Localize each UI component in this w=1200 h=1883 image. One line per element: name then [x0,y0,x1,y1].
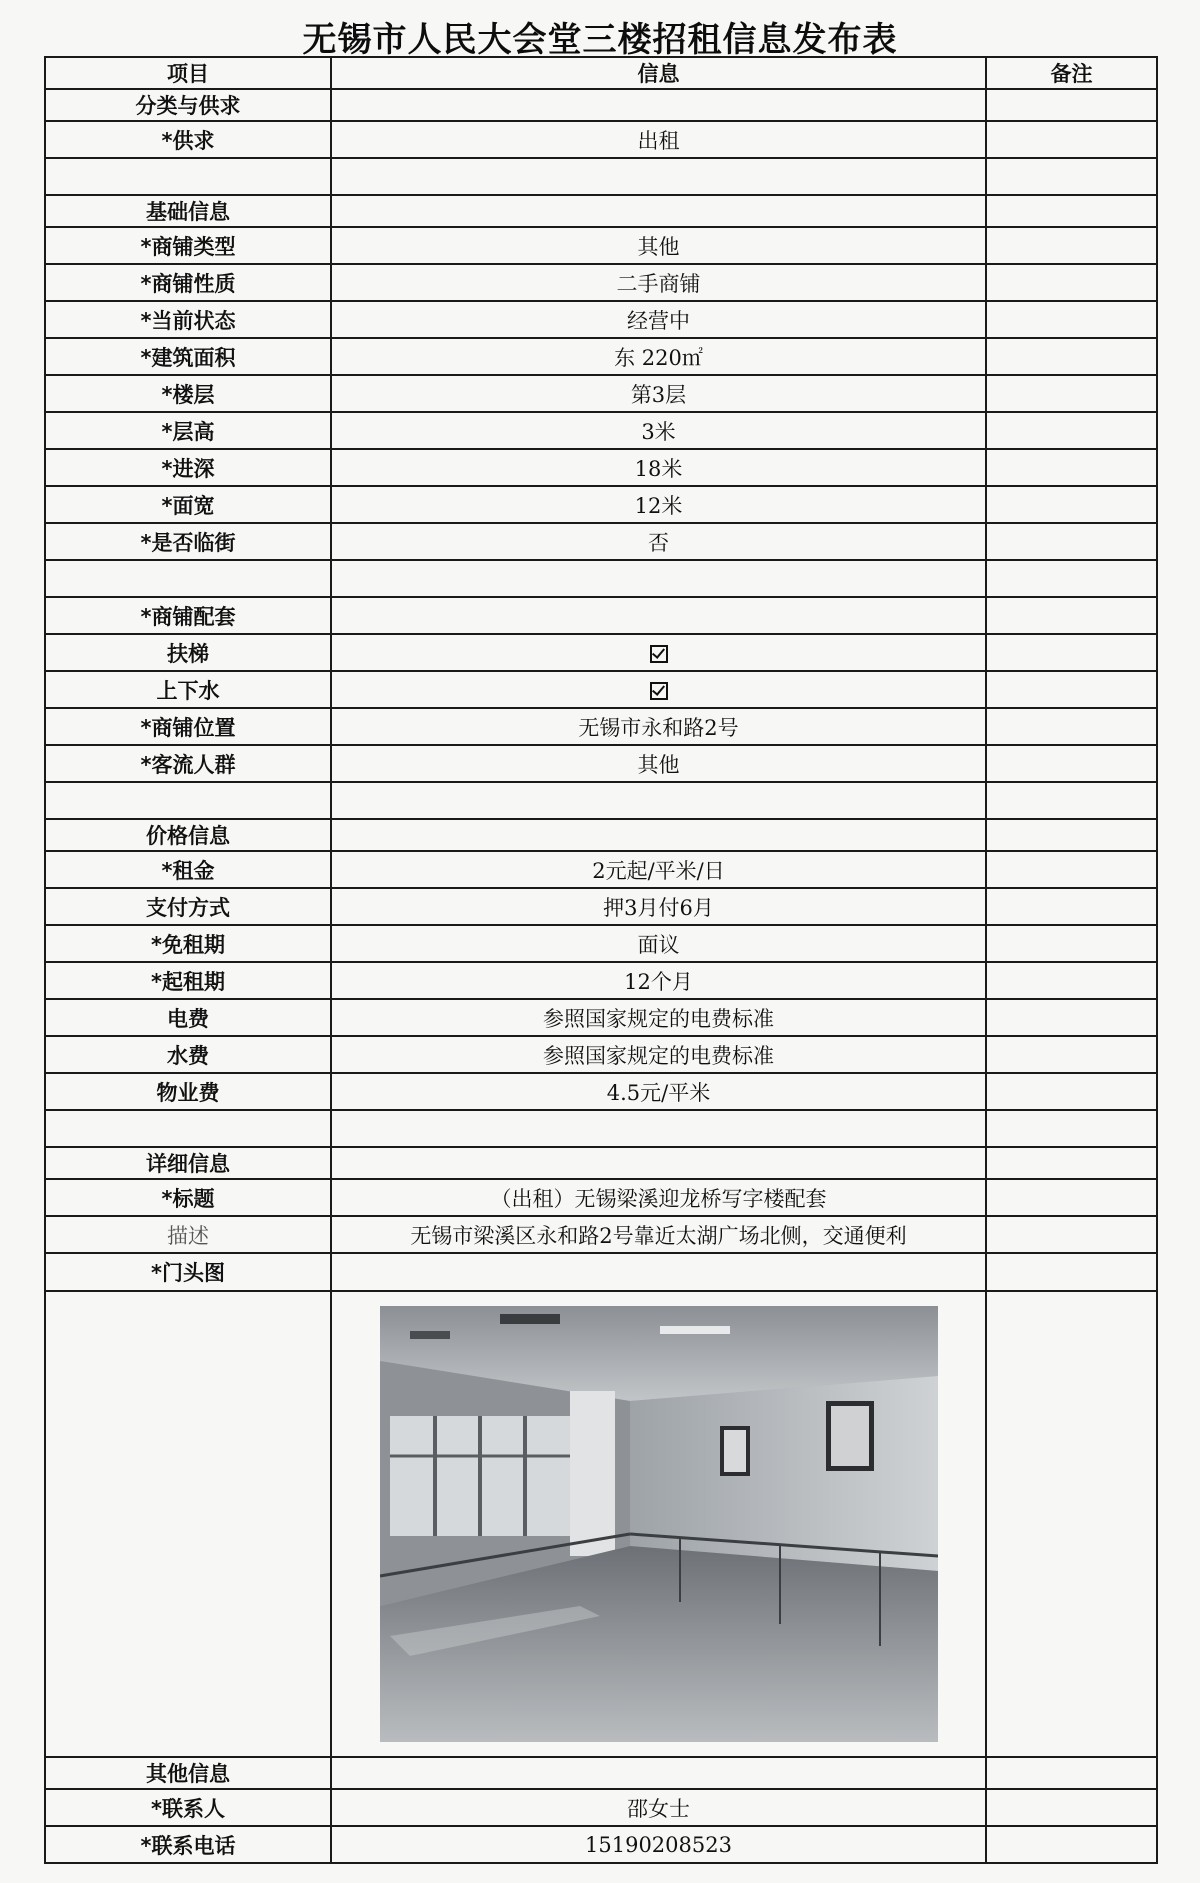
table-row [45,1036,1157,1073]
row-remark [986,1216,1157,1253]
row-value: 其他 [331,745,986,782]
row-label: *供求 [45,121,331,158]
row-value: 12米 [331,486,986,523]
row-value: 经营中 [331,301,986,338]
row-label: *商铺类型 [45,227,331,264]
row-label: *商铺性质 [45,264,331,301]
row-remark [986,412,1157,449]
row-remark [986,121,1157,158]
row-remark [986,195,1157,227]
info-table [44,56,1158,1864]
row-remark [986,634,1157,671]
table-row [45,301,1157,338]
row-value [331,819,986,851]
row-value: 12个月 [331,962,986,999]
row-value [331,597,986,634]
row-label: *商铺位置 [45,708,331,745]
row-remark [986,1789,1157,1826]
row-remark [986,375,1157,412]
row-label: 价格信息 [45,819,331,851]
row-remark [986,89,1157,121]
row-value: 二手商铺 [331,264,986,301]
table-row [45,745,1157,782]
row-label: *建筑面积 [45,338,331,375]
row-label: *面宽 [45,486,331,523]
row-remark [986,1179,1157,1216]
row-label: *联系电话 [45,1826,331,1863]
row-value: 东 220㎡ [331,338,986,375]
row-value: （出租）无锡梁溪迎龙桥写字楼配套 [331,1179,986,1216]
row-value: 4.5元/平米 [331,1073,986,1110]
row-remark [986,1073,1157,1110]
row-label: *免租期 [45,925,331,962]
table-row [45,375,1157,412]
row-value: 第3层 [331,375,986,412]
row-label: 上下水 [45,671,331,708]
row-remark [986,1110,1157,1147]
storefront-photo-cell [331,1291,986,1757]
row-remark [986,227,1157,264]
row-label: 其他信息 [45,1757,331,1789]
row-remark [986,851,1157,888]
row-value [331,1147,986,1179]
table-row [45,1826,1157,1863]
row-remark [986,962,1157,999]
table-row [45,1179,1157,1216]
header-remark: 备注 [986,57,1157,89]
table-row [45,1789,1157,1826]
table-row [45,121,1157,158]
row-remark [986,523,1157,560]
table-row [45,888,1157,925]
row-label: *租金 [45,851,331,888]
checkbox-checked-icon [650,682,668,700]
row-value [331,195,986,227]
row-value: 参照国家规定的电费标准 [331,999,986,1036]
row-label: 支付方式 [45,888,331,925]
row-value: 3米 [331,412,986,449]
row-remark [986,819,1157,851]
table-row-photo-label [45,1253,1157,1291]
checkbox-checked-icon [650,645,668,663]
table-row [45,227,1157,264]
table-row [45,1147,1157,1179]
row-value [331,782,986,819]
row-remark [986,158,1157,195]
table-row [45,634,1157,671]
row-value: 出租 [331,121,986,158]
row-value: 18米 [331,449,986,486]
header-item: 项目 [45,57,331,89]
row-label: 水费 [45,1036,331,1073]
table-row [45,1110,1157,1147]
row-remark [986,264,1157,301]
table-row [45,1757,1157,1789]
row-remark [986,486,1157,523]
row-label: *层高 [45,412,331,449]
row-remark [986,671,1157,708]
row-value [331,1110,986,1147]
row-label: 电费 [45,999,331,1036]
table-row [45,782,1157,819]
row-label: 分类与供求 [45,89,331,121]
row-value: 15190208523 [331,1826,986,1863]
row-label [45,782,331,819]
table-row [45,195,1157,227]
row-remark [986,1757,1157,1789]
row-label: *当前状态 [45,301,331,338]
table-row [45,671,1157,708]
table-row [45,486,1157,523]
table-row [45,925,1157,962]
table-row [45,962,1157,999]
row-label [45,560,331,597]
row-value: 2元起/平米/日 [331,851,986,888]
row-remark [986,782,1157,819]
row-label: *商铺配套 [45,597,331,634]
row-label: *楼层 [45,375,331,412]
row-label: *起租期 [45,962,331,999]
row-value: 其他 [331,227,986,264]
table-row [45,449,1157,486]
document-title: 无锡市人民大会堂三楼招租信息发布表 [302,20,898,60]
row-label: *是否临街 [45,523,331,560]
row-label: 详细信息 [45,1147,331,1179]
row-label: *标题 [45,1179,331,1216]
row-label: 扶梯 [45,634,331,671]
row-remark [986,745,1157,782]
table-row [45,158,1157,195]
row-remark [986,708,1157,745]
row-value [331,89,986,121]
row-value-checkbox [331,671,986,708]
table-row [45,412,1157,449]
row-remark [986,1147,1157,1179]
table-row [45,89,1157,121]
row-remark [986,999,1157,1036]
row-value: 参照国家规定的电费标准 [331,1036,986,1073]
row-remark [986,449,1157,486]
table-header-row [45,57,1157,89]
table-row [45,819,1157,851]
table-row-photo [45,1291,1157,1757]
storefront-photo [380,1306,938,1742]
row-value: 邵女士 [331,1789,986,1826]
row-value [331,560,986,597]
row-value: 无锡市永和路2号 [331,708,986,745]
table-row [45,597,1157,634]
row-remark [986,888,1157,925]
row-label: 物业费 [45,1073,331,1110]
table-row [45,264,1157,301]
row-value [331,1757,986,1789]
row-remark [986,925,1157,962]
table-row [45,999,1157,1036]
row-remark [986,1036,1157,1073]
photo-label: *门头图 [45,1253,331,1291]
table-row [45,560,1157,597]
row-value: 无锡市梁溪区永和路2号靠近太湖广场北侧，交通便利 [331,1216,986,1253]
row-label [45,1110,331,1147]
row-value: 否 [331,523,986,560]
row-label: 基础信息 [45,195,331,227]
row-remark [986,1826,1157,1863]
row-remark [986,301,1157,338]
row-value-checkbox [331,634,986,671]
table-row [45,708,1157,745]
row-label: *进深 [45,449,331,486]
table-row [45,1073,1157,1110]
table-row [45,851,1157,888]
row-label: *客流人群 [45,745,331,782]
row-remark [986,338,1157,375]
row-value [331,158,986,195]
header-info: 信息 [331,57,986,89]
row-label [45,158,331,195]
row-remark [986,560,1157,597]
row-label: 描述 [45,1216,331,1253]
table-row [45,1216,1157,1253]
row-label: *联系人 [45,1789,331,1826]
table-row [45,338,1157,375]
row-remark [986,597,1157,634]
table-row [45,523,1157,560]
row-value: 面议 [331,925,986,962]
row-value: 押3月付6月 [331,888,986,925]
